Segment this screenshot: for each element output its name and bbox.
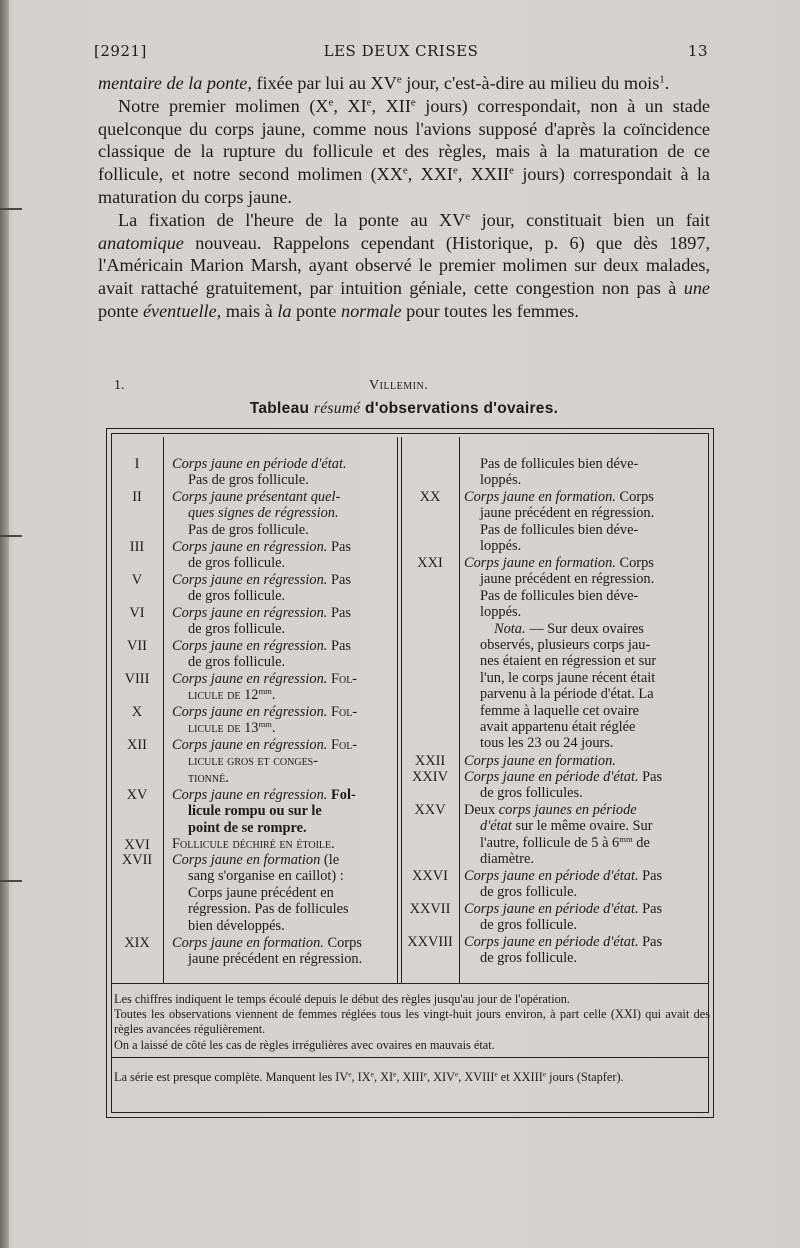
column-divider <box>401 437 402 983</box>
italic-run: corps jaunes en période <box>498 802 637 818</box>
text-run: licule de 13 <box>188 720 259 737</box>
text-run: loppés. <box>480 538 522 555</box>
superscript: e <box>348 1069 352 1079</box>
text-run: Corps <box>615 555 654 571</box>
text-run: l'autre, follicule de 5 à 6 <box>480 834 620 851</box>
text-run: (le <box>320 852 340 868</box>
note-line: Les chiffres indiquent le temps écoulé depuis le début des règles jusqu'au jour de l'opération. <box>114 992 570 1006</box>
text-run: jour, constituait bien un fait <box>470 209 710 230</box>
text-run: femme à laquelle cet ovaire <box>480 702 640 719</box>
text-run: de gros follicule. <box>188 588 286 605</box>
table-notes <box>114 992 710 1053</box>
italic-run: Corps jaune en période d'état. <box>172 456 347 472</box>
text-run: point de se rompre. <box>188 819 307 836</box>
text-run: Corps <box>615 489 654 505</box>
text-run: fixée par lui au XV <box>251 73 397 93</box>
superscript: e <box>542 1069 547 1079</box>
text-run: jours) correspondait, non à un stade quelconque du corps jaune, comme nous l'avions supposé d'après la coïncidence classique de la rupture du follicule et des règles, mais à la maturation de ce follicule, et notre second molimen (XX <box>98 95 710 185</box>
obs-II <box>172 489 394 538</box>
text-run: . <box>271 687 276 704</box>
text-run: ponte <box>98 300 143 321</box>
obs-number: VIII <box>124 671 150 687</box>
text-run: observés, plusieurs corps jau- <box>480 637 651 654</box>
text-run: Fol- <box>327 671 358 687</box>
text-run: de gros follicule. <box>480 950 578 967</box>
text-run: parvenu à la période d'état. La <box>480 686 654 703</box>
text-run: Pas <box>638 868 663 884</box>
caption-run: d'observations d'ovaires. <box>360 400 559 417</box>
italic-run: Corps jaune en régression. <box>172 787 328 803</box>
text-run: Pas <box>327 605 351 621</box>
text-run: , XXII <box>457 164 510 185</box>
obs-VII <box>172 638 394 671</box>
text-run: licule gros et conges- <box>188 753 319 770</box>
text-run: Follicule déchiré en étoile. <box>172 836 335 852</box>
running-title: LES DEUX CRISES <box>323 42 479 60</box>
running-header <box>94 42 708 66</box>
text-run: et XXIII <box>497 1070 543 1084</box>
note-line: On a laissé de côté les cas de règles irrégulières avec ovaires en mauvais état. <box>114 1037 495 1052</box>
text-run: sang s'organise en caillot) : <box>188 868 344 885</box>
text-run: tionné. <box>188 769 229 786</box>
text-run: Pas de gros follicule. <box>188 521 309 538</box>
column-divider <box>459 437 460 983</box>
text-run: Pas de follicules bien déve- <box>480 521 639 538</box>
text-run: jaune précédent en régression. <box>480 505 655 522</box>
text-run: diamètre. <box>480 851 534 868</box>
obs-XVI <box>172 836 404 852</box>
italic-run: Corps jaune en formation. <box>464 489 616 505</box>
text-run: licule rompu ou sur le <box>188 803 322 820</box>
text-run: bien développés. <box>188 917 285 934</box>
italic-run: anatomique <box>98 232 184 253</box>
italic-run: mentaire de la ponte, <box>98 73 252 93</box>
caption-italic: résumé <box>313 400 361 417</box>
text-run: mais à <box>221 300 278 321</box>
page-reference: [2921] <box>94 42 147 60</box>
obs-number: XII <box>127 737 147 753</box>
superscript: e <box>328 96 334 109</box>
italic-run: Nota. <box>494 620 526 637</box>
obs-VI <box>172 605 394 638</box>
text-run: licule de 12 <box>188 687 259 704</box>
obs-number: XVI <box>124 837 150 853</box>
italic-run: d'état <box>480 818 512 835</box>
text-run: sur le même ovaire. Sur <box>511 818 653 835</box>
italic-run: Corps jaune en période d'état. <box>464 868 639 884</box>
obs-V <box>172 572 394 605</box>
text-run: , XI <box>333 95 367 116</box>
text-run: Fol- <box>327 704 358 720</box>
obs-XIX <box>172 935 398 968</box>
text-run: Deux <box>464 802 499 818</box>
obs-number: XV <box>126 787 148 803</box>
table-rule <box>111 983 709 984</box>
italic-run: une <box>683 278 710 299</box>
italic-run: Corps jaune en régression. <box>172 605 328 621</box>
column-divider <box>397 437 398 983</box>
text-run: Pas <box>638 901 663 917</box>
text-run: Pas de gros follicule. <box>188 472 309 489</box>
italic-run: Corps jaune en formation. <box>172 935 324 951</box>
text-run: , XXI <box>407 164 453 185</box>
obs-XXVI <box>464 868 700 901</box>
italic-run: Corps jaune en régression. <box>172 671 328 687</box>
text-run: de gros follicule. <box>188 555 286 572</box>
italic-run: Corps jaune en régression. <box>172 539 328 555</box>
superscript: e <box>454 1069 459 1079</box>
paragraph-1 <box>98 72 710 95</box>
text-run: jour, c'est-à-dire au milieu du mois <box>401 73 660 93</box>
obs-number: XXIV <box>412 769 448 785</box>
superscript: e <box>423 1069 427 1079</box>
text-run: La série est presque complète. Manquent les IV <box>114 1070 349 1084</box>
obs-number: II <box>132 489 142 505</box>
superscript: e <box>393 1069 397 1079</box>
obs-number: XXVIII <box>407 934 453 950</box>
obs-I <box>172 456 394 489</box>
superscript: e <box>370 1069 374 1079</box>
obs-III <box>172 539 394 572</box>
obs-number: I <box>134 456 140 472</box>
obs-number: XX <box>419 489 441 505</box>
obs-number: V <box>131 572 143 588</box>
text-run: de gros follicule. <box>480 884 578 901</box>
obs-number: XXVII <box>409 901 451 917</box>
table-caption <box>98 400 710 418</box>
caption-run: Tableau <box>249 400 314 417</box>
text-run: loppés. <box>480 604 522 621</box>
italic-run: Corps jaune en formation <box>172 852 321 868</box>
text-run: Pas <box>638 934 663 950</box>
text-run: , IX <box>351 1070 371 1084</box>
text-run: Pas <box>327 638 351 654</box>
text-run: avait appartenu était réglée <box>480 719 636 736</box>
paragraph-3 <box>98 209 710 323</box>
obs-number: III <box>129 539 145 555</box>
obs-XV <box>172 787 394 836</box>
text-run: de gros follicules. <box>480 785 583 802</box>
text-run: de <box>632 834 650 851</box>
obs-XVII <box>172 852 394 934</box>
footnote-author: Villemin. <box>369 378 429 393</box>
text-run: de gros follicule. <box>188 621 286 638</box>
text-run: , XIII <box>396 1070 424 1084</box>
text-run: jaune précédent en régression. <box>188 951 363 968</box>
text-run: Corps jaune précédent en <box>188 884 334 901</box>
obs-XXIV <box>464 769 700 802</box>
text-run: Pas <box>327 539 351 555</box>
text-run: Pas <box>638 769 663 785</box>
text-run: de gros follicule. <box>480 917 578 934</box>
superscript: mm <box>619 833 633 844</box>
obs-XXV <box>464 802 700 868</box>
obs-X <box>172 704 394 737</box>
footnote-number: 1. <box>114 378 125 393</box>
text-run: , XI <box>373 1070 394 1084</box>
text-run: , XVIII <box>458 1070 495 1084</box>
obs-number: XXII <box>414 753 446 769</box>
text-run: Fol- <box>327 737 358 753</box>
text-run: . <box>664 73 670 93</box>
italic-run: Corps jaune en formation. <box>464 555 616 571</box>
text-run: , XIV <box>426 1070 455 1084</box>
obs-VIII <box>172 671 394 704</box>
obs-XXII <box>464 753 700 769</box>
obs-XII <box>172 737 394 786</box>
footnote-ref: 1 <box>659 73 665 86</box>
text-run: Notre premier molimen (X <box>118 95 329 116</box>
book-spine <box>0 0 9 1248</box>
italic-run: Corps jaune en formation. <box>464 753 616 769</box>
text-run: Pas <box>327 572 351 588</box>
margin-mark <box>0 880 22 882</box>
margin-mark <box>0 208 22 210</box>
obs-number: X <box>131 704 143 720</box>
italic-run: Corps jaune en période d'état. <box>464 769 639 785</box>
superscript: e <box>452 164 458 177</box>
superscript: e <box>396 73 402 86</box>
margin-mark <box>0 535 22 537</box>
text-run: jaune précédent en régression. <box>480 571 655 588</box>
superscript: e <box>509 164 514 177</box>
superscript: e <box>402 164 408 177</box>
italic-run: Corps jaune en période d'état. <box>464 934 639 950</box>
superscript: e <box>465 210 471 223</box>
text-run: ponte <box>291 300 341 321</box>
obs-number: XIX <box>124 935 150 951</box>
table-rule <box>111 1057 709 1058</box>
text-run: Pas de follicules bien déve- <box>480 587 639 604</box>
obs-XXVII <box>464 901 700 934</box>
superscript: mm <box>258 719 272 730</box>
italic-run: éventuelle, <box>142 300 222 321</box>
superscript: e <box>366 96 372 109</box>
obs-XXI <box>464 555 700 752</box>
superscript: e <box>410 96 416 109</box>
text-run: jours (Stapfer). <box>546 1070 624 1084</box>
italic-run: Corps jaune en régression. <box>172 572 328 588</box>
body-text <box>98 72 710 323</box>
text-run: Fol- <box>327 787 356 803</box>
obs-XXVIII <box>464 934 700 967</box>
italic-run: Corps jaune en régression. <box>172 737 328 753</box>
paragraph-2 <box>98 95 710 209</box>
obs-number: XXVI <box>412 868 448 884</box>
text-run: régression. Pas de follicules <box>188 901 349 918</box>
text-run: La fixation de l'heure de la ponte au XV <box>118 209 466 230</box>
obs-number: XXV <box>414 802 446 818</box>
text-run: Pas de follicules bien déve- <box>480 456 639 472</box>
note-line: Toutes les observations viennent de femmes réglées tous les vingt-huit jours environ, à part celle (XXI) qui avait des règles avancées régulièrement. <box>114 1007 710 1037</box>
text-run: pour toutes les femmes. <box>401 300 579 321</box>
text-run: jours) correspondait à la maturation du corps jaune. <box>98 164 710 207</box>
text-run: . <box>271 720 276 737</box>
obs-number: XXI <box>417 555 443 571</box>
text-run: tous les 23 ou 24 jours. <box>480 735 614 752</box>
italic-run: la <box>277 300 292 321</box>
italic-run: Corps jaune en régression. <box>172 638 328 654</box>
text-run: nouveau. Rappelons cependant (Historique, p. 6) que dès 1897, l'Américain Marion Marsh, ayant observé le premier molimen sur deux malades, avait rattaché gratuitement, par intuition géniale, cette congestion non pas à <box>98 232 710 299</box>
italic-run: Corps jaune en régression. <box>172 704 328 720</box>
obs-top-right <box>464 456 700 489</box>
italic-run: Corps jaune présentant quel- <box>172 489 341 505</box>
obs-number: VII <box>127 638 147 654</box>
page-number: 13 <box>687 42 708 60</box>
italic-run: Corps jaune en période d'état. <box>464 901 639 917</box>
italic-run: ques signes de régression. <box>188 505 339 522</box>
text-run: loppés. <box>480 472 522 489</box>
superscript: e <box>494 1069 498 1079</box>
italic-run: normale <box>340 300 402 321</box>
series-note <box>114 1070 710 1085</box>
superscript: mm <box>258 686 272 697</box>
obs-number: XVII <box>121 852 153 868</box>
text-run: — Sur deux ovaires <box>525 620 644 637</box>
text-run: de gros follicule. <box>188 654 286 671</box>
text-run: Corps <box>323 935 362 951</box>
column-divider <box>163 437 164 983</box>
obs-number: VI <box>129 605 145 621</box>
obs-XX <box>464 489 700 555</box>
text-run: nes étaient en régression et sur <box>480 653 657 670</box>
text-run: , XII <box>371 95 411 116</box>
text-run: l'un, le corps jaune récent était <box>480 669 656 686</box>
